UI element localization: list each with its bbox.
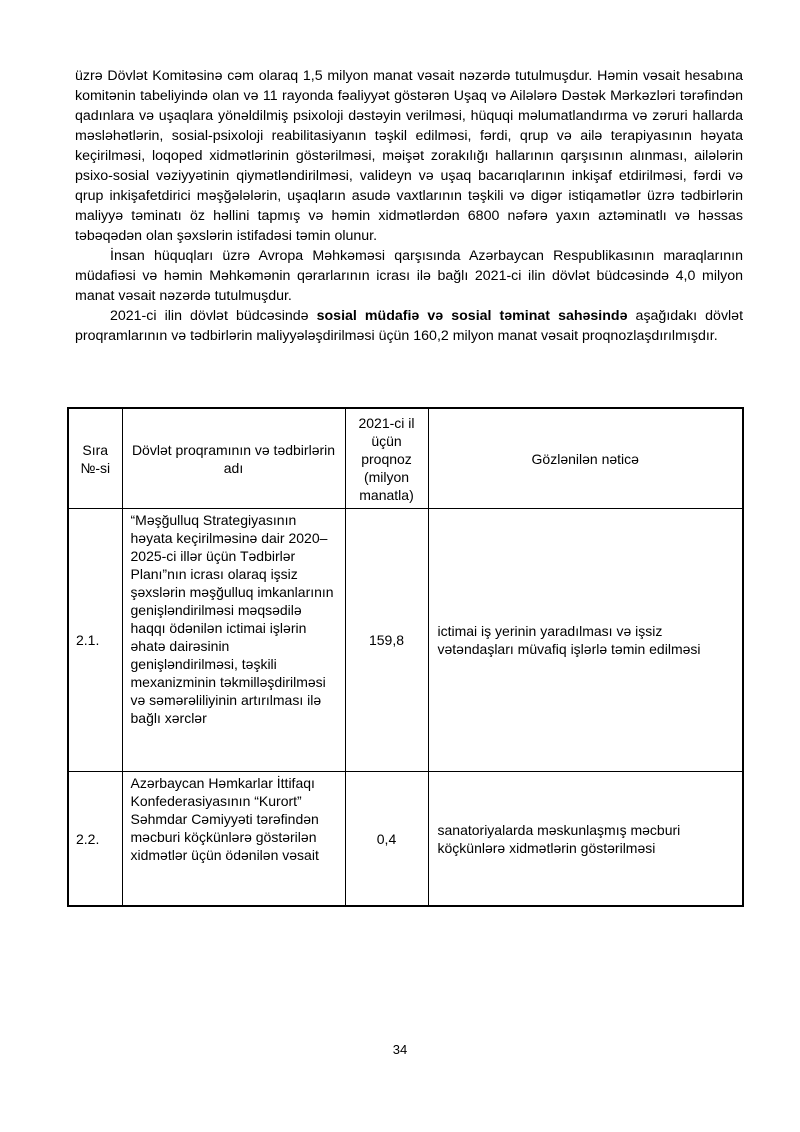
header-forecast-2021: 2021-ci il üçün proqnoz (milyon manatla) <box>345 408 428 509</box>
header-expected-result: Gözlənilən nəticə <box>428 408 743 509</box>
paragraph-3-bold-segment: sosial müdafiə və sosial təminat sahəsində <box>316 308 628 324</box>
body-text <box>75 66 743 346</box>
row-expected-result: ictimai iş yerinin yaradılması və işsiz vətəndaşları müvafiq işlərlə təmin edilməsi <box>428 509 743 772</box>
budget-table <box>67 407 744 907</box>
row-number: 2.1. <box>68 509 122 772</box>
header-sira-no: Sıra №-si <box>68 408 122 509</box>
paragraph-2: İnsan hüquqları üzrə Avropa Məhkəməsi qarşısında Azərbaycan Respublikasının maraqlarının müdafiəsi və həmin Məhkəmənin qərarlarının icrası ilə bağlı 2021-ci ilin dövlət büdcəsində 4,0 milyon manat vəsait nəzərdə tutulmuşdur. <box>75 248 743 304</box>
paragraph-3 <box>75 306 743 346</box>
row-forecast-value: 0,4 <box>345 772 428 907</box>
page-number: 34 <box>392 1042 408 1057</box>
table-row <box>68 509 743 772</box>
paragraph-3-post: aşağıdakı dövlət proqramlarının və tədbirlərin maliyyələşdirilməsi üçün 160,2 milyon manat vəsait proqnozlaşdırılmışdır. <box>75 308 744 344</box>
table-row <box>68 772 743 907</box>
header-program-name: Dövlət proqramının və tədbirlərin adı <box>122 408 345 509</box>
paragraph-1: üzrə Dövlət Komitəsinə cəm olaraq 1,5 milyon manat vəsait nəzərdə tutulmuşdur. Həmin vəsait hesabına komitənin tabeliyində olan və 11 rayonda fəaliyyət göstərən Uşaq və Ailələrə Dəstək Mərkəzləri tərəfindən qadınlara və uşaqlara yönəldilmiş psixoloji dəstəyin verilməsi, hüquqi məlumatlandırma və zəruri hallarda məsləhətlərin, sosial-psixoloji reabilitasiyanın təşkil edilməsi, fərdi, qrup və ailə terapiyasının həyata keçirilməsi, loqoped xidmətlərinin göstərilməsi, məişət zorakılığı hallarının qarşısının alınması, ailələrin psixo-sosial vəziyyətinin qiymətləndirilməsi, valideyn və uşaq bacarıqlarının inkişaf etdirilməsi, fərdi və qrup inkişafetdirici məşğələlərin, uşaqların asudə vaxtlarının təşkili və digər istiqamətlər üzrə tədbirlərin maliyyə təminatı öz həllini tapmış və həmin xidmətlərdən 6800 nəfərə yaxın aztəminatlı və həssas təbəqədən olan şəxslərin istifadəsi təmin olunur. <box>75 68 743 244</box>
table-header-row <box>68 408 743 509</box>
row-forecast-value: 159,8 <box>345 509 428 772</box>
row-program-name: Azərbaycan Həmkarlar İttifaqı Konfederasiyasının “Kurort” Səhmdar Cəmiyyəti tərəfindən məcburi köçkünlərə göstərilən xidmətlər üçün ödənilən vəsait <box>122 772 345 907</box>
paragraph-3-pre: 2021-ci ilin dövlət büdcəsində <box>110 308 317 324</box>
row-program-name: “Məşğulluq Strategiyasının həyata keçirilməsinə dair 2020–2025-ci illər üçün Tədbirlər Planı”nın icrası olaraq işsiz şəxslərin məşğulluq imkanlarının genişləndirilməsi məqsədilə haqqı ödənilən ictimai işlərin əhatə dairəsinin genişləndirilməsi, təşkili mexanizminin təkmilləşdirilməsi və səmərəliliyinin artırılması ilə bağlı xərclər <box>122 509 345 772</box>
row-number: 2.2. <box>68 772 122 907</box>
row-expected-result: sanatoriyalarda məskunlaşmış məcburi köçkünlərə xidmətlərin göstərilməsi <box>428 772 743 907</box>
